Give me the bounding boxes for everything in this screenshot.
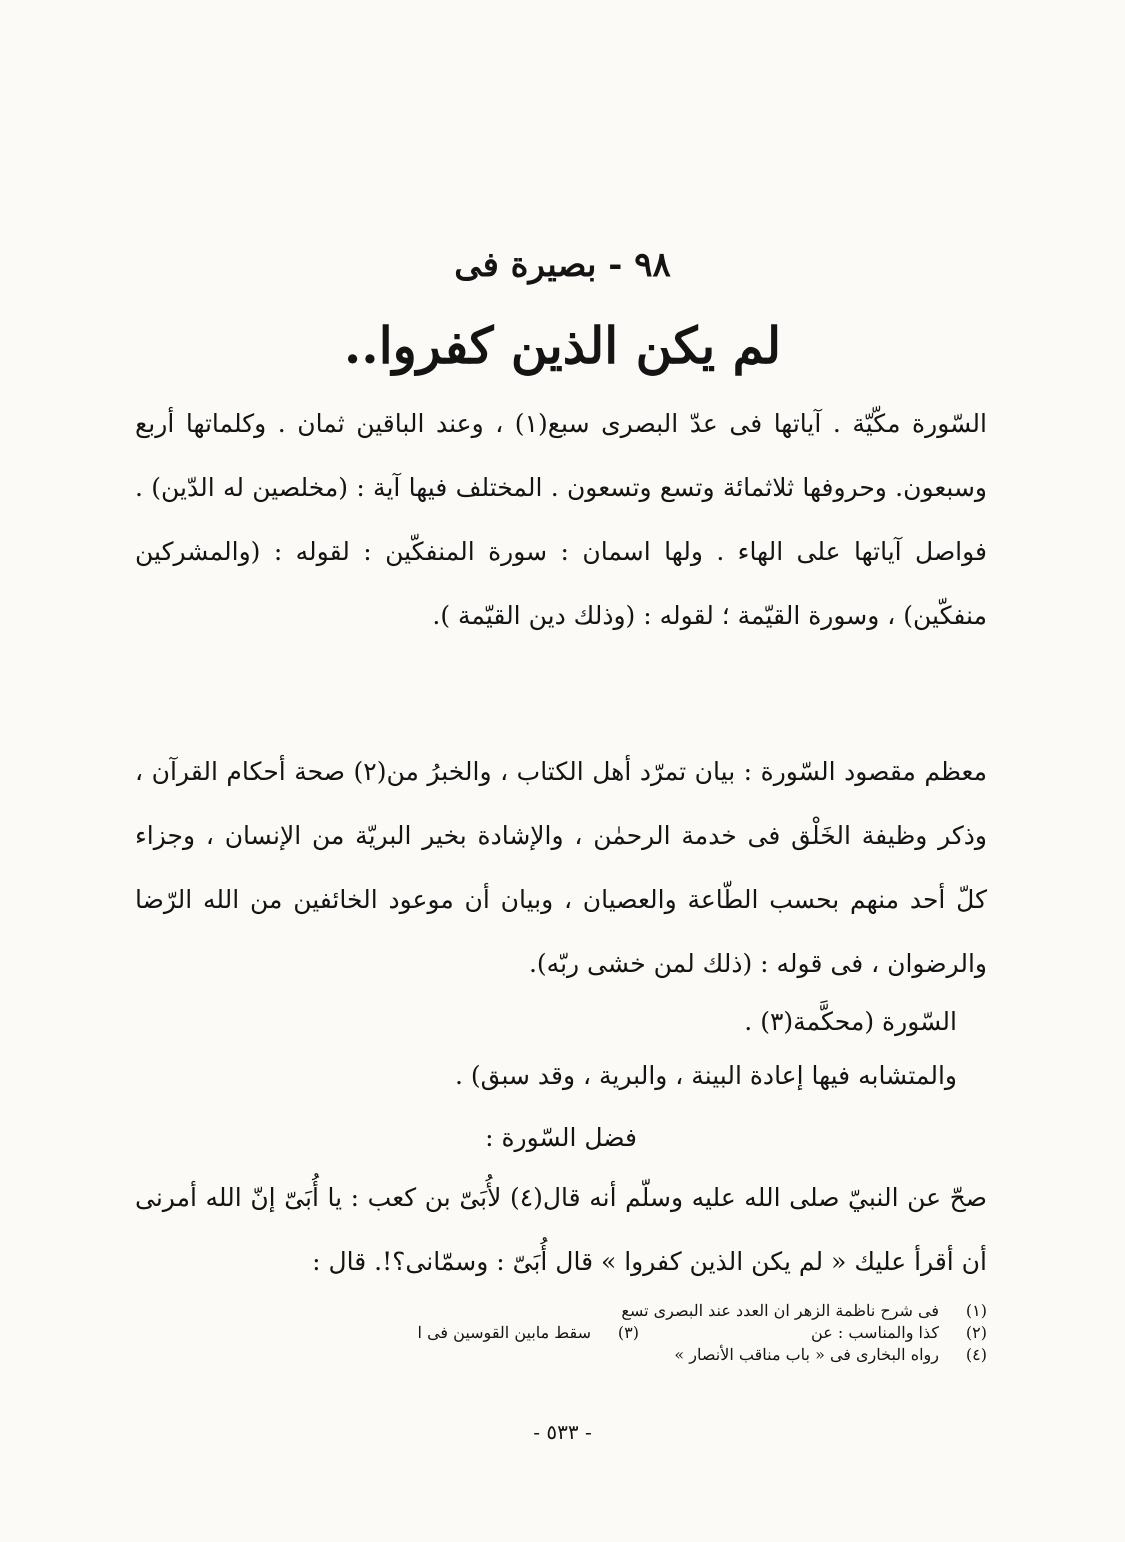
footnote-number: (٢) bbox=[965, 1323, 987, 1342]
footnote-text: فى شرح ناظمة الزهر ان العدد عند البصرى تسع bbox=[621, 1301, 939, 1320]
paragraph-muhkama-text: السّورة (محكَّمة(٣) . bbox=[744, 1007, 957, 1036]
chapter-number-heading: ٩٨ - بصيرة فى bbox=[454, 245, 671, 285]
paragraph-intro bbox=[135, 392, 987, 648]
footnote-text: رواه البخارى فى « باب مناقب الأنصار » bbox=[674, 1345, 939, 1364]
footnote-number: (٤) bbox=[965, 1345, 987, 1364]
page-number: - ٥٣٣ - bbox=[533, 1420, 592, 1444]
footnote-number: (٣) bbox=[617, 1323, 639, 1342]
surah-title: لم يكن الذين كفروا.. bbox=[343, 316, 782, 375]
paragraph-mutashabih bbox=[105, 1044, 957, 1108]
section-heading-virtue bbox=[135, 1106, 987, 1170]
paragraph-virtue-text: صحّ عن النبيّ صلى الله عليه وسلّم أنه قال(٤) لأُبَىّ بن كعب : يا أُبَىّ إنّ الله أمرنى أن أقرأ عليك « لم يكن الذين كفروا » قال أُبَىّ : وسمّانى؟!. قال : bbox=[135, 1183, 987, 1276]
paragraph-purpose-text: معظم مقصود السّورة : بيان تمرّد أهل الكتاب ، والخبرُ من(٢) صحة أحكام القرآن ، وذكر وظيفة الخَلْق فى خدمة الرحمٰن ، والإشادة بخير البريّة من الإنسان ، وجزاء كلّ أحد منهم بحسب الطّاعة والعصيان ، وبيان أن موعود الخائفين من الله الرّضا والرضوان ، فى قوله : (ذلك لمن خشى ربّه). bbox=[135, 757, 987, 978]
footnote-number: (١) bbox=[965, 1301, 987, 1320]
footnotes bbox=[135, 1300, 987, 1366]
paragraph-mutashabih-text: والمتشابه فيها إعادة البينة ، والبرية ، وقد سبق) . bbox=[454, 1061, 957, 1090]
footnote-row bbox=[135, 1300, 987, 1322]
paragraph-virtue bbox=[135, 1166, 987, 1294]
footnote-row bbox=[135, 1322, 987, 1344]
section-heading-virtue-text: فضل السّورة : bbox=[485, 1123, 637, 1152]
footnote-row bbox=[135, 1344, 987, 1366]
paragraph-purpose bbox=[135, 740, 987, 996]
footnote-text: سقط مابين القوسين فى ا bbox=[417, 1323, 591, 1342]
paragraph-intro-text: السّورة مكّيّة . آياتها فى عدّ البصرى سبع(١) ، وعند الباقين ثمان . وكلماتها أربع وسبعون. وحروفها ثلاثمائة وتسع وتسعون . المختلف فيها آية : (مخلصين له الدّين) . فواصل آياتها على الهاء . ولها اسمان : سورة المنفكّين : لقوله : (والمشركين منفكّين) ، وسورة القيّمة ؛ لقوله : (وذلك دين القيّمة ). bbox=[135, 409, 987, 630]
footnote-text: كذا والمناسب : عن bbox=[811, 1323, 939, 1342]
